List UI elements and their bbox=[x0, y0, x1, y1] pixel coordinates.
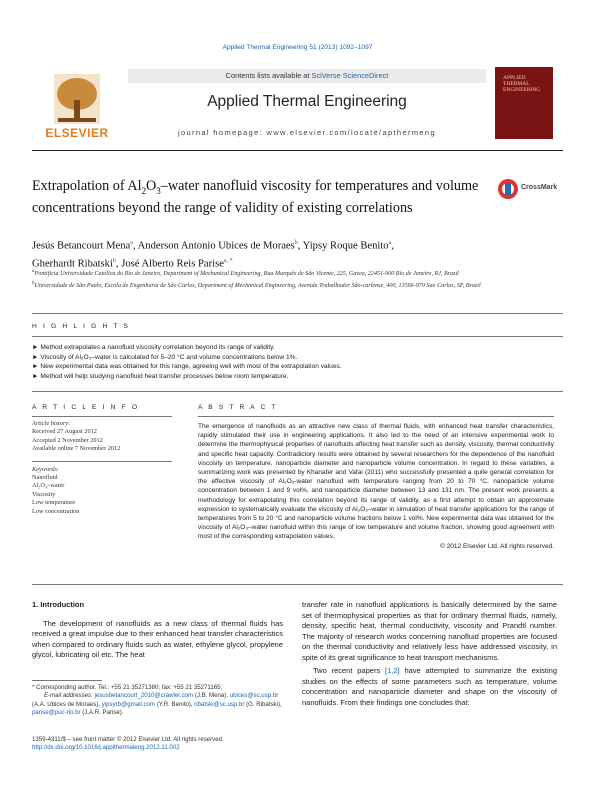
author-sup[interactable]: b bbox=[294, 240, 298, 246]
accepted-date: Accepted 2 November 2012 bbox=[32, 436, 103, 444]
abstract-heading: A B S T R A C T bbox=[198, 404, 278, 411]
affiliations bbox=[32, 267, 563, 290]
highlights-heading: H I G H L I G H T S bbox=[32, 323, 131, 330]
email-name: (J.A.R. Parise). bbox=[80, 709, 124, 717]
author-sup[interactable]: a bbox=[388, 240, 392, 246]
copyright: © 2012 Elsevier Ltd. All rights reserved. bbox=[440, 542, 554, 550]
email-link[interactable]: ribatski@sc.usp.br bbox=[194, 700, 245, 708]
author-name: Jesús Betancourt Mena bbox=[32, 240, 131, 252]
abstract-rule-bottom bbox=[32, 584, 563, 585]
author-sup[interactable]: b bbox=[112, 257, 116, 264]
author-sup[interactable]: a, * bbox=[223, 257, 233, 264]
highlight-item: ► Viscosity of Al₂O₃–water is calculated for 5–20 °C and volume concentrations below 1%. bbox=[32, 353, 298, 361]
footnote-rule bbox=[32, 680, 102, 681]
author-name: , Anderson Antonio Ubices de Moraes bbox=[132, 240, 295, 252]
keyword: Low temperature bbox=[32, 499, 76, 507]
crossmark-label: CrossMark bbox=[521, 184, 558, 191]
affil-sup: a bbox=[32, 268, 35, 274]
sciencedirect-link[interactable]: SciVerse ScienceDirect bbox=[311, 71, 389, 80]
paragraph: The development of nanofluids as a new class of thermal fluids has received a great impulse due to their enhanced heat transfer characteristics when compared to ordinary fluids such as water, ethylene glycol, propylene glycol, lubricating oil etc. The heat bbox=[32, 618, 283, 659]
doi-link[interactable]: http://dx.doi.org/10.1016/j.applthermaleng.2012.11.002 bbox=[32, 744, 180, 752]
authors: Jesús Betancourt Mena$^a$, Anderson Antonio Ubices de Moraes$^b$, Yipsy Roque Benito$^a$, Gherhardt Ribatski$^b$, José Alberto Reis Parise$^{a, *}$ bbox=[32, 240, 394, 270]
highlights-rule bbox=[32, 336, 563, 337]
highlight-item: ► Method will help studying nanofluid heat transfer processes below room temperature. bbox=[32, 372, 289, 380]
highlight-item: ► New experimental data was obtained for this range, agreeing well with most of the extrapolation values. bbox=[32, 363, 342, 370]
body-column-right bbox=[302, 600, 557, 708]
title-sub: 3 bbox=[156, 185, 161, 196]
title-part: Extrapolation of Al bbox=[32, 178, 142, 194]
info-divider bbox=[32, 454, 172, 462]
keyword: Low concentration bbox=[32, 507, 80, 515]
author-sup[interactable]: a bbox=[130, 240, 133, 246]
email-addresses bbox=[32, 692, 283, 717]
highlights-list bbox=[32, 343, 563, 381]
email-name: (G. Ribatski), bbox=[244, 700, 282, 708]
crossmark-icon bbox=[497, 178, 519, 200]
author-name: Gherhardt Ribatski bbox=[32, 258, 113, 270]
keyword: Al₂O₃–water bbox=[32, 482, 65, 490]
history-label: Article history: bbox=[32, 420, 71, 427]
text: have attempted to summarize the existing studies on the effects of some parameters such as temperature, volume concentration and nanoparticle diameter and shape on the viscosity of nanofluids. From their findings one concludes that: bbox=[302, 666, 557, 707]
contents-bar bbox=[128, 69, 486, 83]
email-label: E-mail addresses: bbox=[44, 692, 95, 700]
keyword: Viscosity bbox=[32, 490, 56, 498]
email-link[interactable]: parise@puc-rio.br bbox=[32, 709, 81, 717]
title-sub: 2 bbox=[141, 185, 147, 196]
article-title bbox=[32, 178, 492, 217]
article-info-rule bbox=[32, 416, 172, 417]
introduction-heading: 1. Introduction bbox=[32, 600, 85, 609]
body-column-left bbox=[32, 600, 283, 661]
contents-prefix: Contents lists available at bbox=[225, 71, 312, 80]
paragraph bbox=[302, 666, 557, 708]
affil-sup: b bbox=[32, 279, 35, 286]
text: Two recent papers bbox=[313, 666, 386, 675]
publisher-name: ELSEVIER bbox=[45, 126, 109, 140]
abstract-rule bbox=[198, 416, 554, 417]
email-name: (A.A. Ubices de Moraes), bbox=[32, 700, 102, 708]
crossmark-badge[interactable] bbox=[497, 178, 557, 200]
article-info-heading: A R T I C L E I N F O bbox=[32, 404, 140, 411]
keywords-label: Keywords: bbox=[32, 465, 60, 473]
email-link[interactable]: ubices@sc.usp.br bbox=[229, 692, 279, 700]
highlights-rule-bottom bbox=[32, 391, 563, 392]
affiliation-b: Universidade de São Paulo, Escola de Engenharia de São Carlos, Department of Mechanical Engineering, Avenida Trabalhador São-carlense, 400, 13566-970 Sao Carlos, SP, Brazil bbox=[34, 282, 481, 289]
received-date: Received 27 August 2012 bbox=[32, 428, 97, 436]
highlight-item: ► Method extrapolates a nanofluid viscosity correlation beyond its range of validity. bbox=[32, 344, 275, 351]
paragraph: transfer rate in nanofluid applications is basically determined by the same set of thermophysical properties as that for ordinary thermal fluids, namely, density, specific heat, thermal conductivity, viscosity and Prandtl number. The majority of research works concerning nanofluid properties are focused on the thermal conductivity and relatively less have addressed viscosity, in spite of its great significance to heat transport mechanisms. bbox=[302, 600, 557, 662]
author-name: , José Alberto Reis Parise bbox=[115, 258, 224, 270]
author-name: , Yipsy Roque Benito bbox=[297, 240, 389, 252]
abstract-body: The emergence of nanofluids as an attractive new class of thermal fluids, with enhanced heat transfer characteristics, rapidly stimulated their use in engineering applications. It also led to the need of an intensive experimental work to determine the thermophysical properties of nanofluids affecting heat transfer such as density, viscosity, thermal conductivity and specific heat capacity. Contradictory results were obtained by several researchers for the dependence of the nanofluid viscosity on temperature, nanoparticle diameter and nanoparticle volume concentration. In regard to these variables, a summarizing work was presented by Khanafer and Vafai (2011) who successfully presented a quite general correlation for the effective viscosity of Al₂O₃-water nanofluid with temperature ranging from 20 to 70 °C, nanoparticle volume concentration between 1 and 9 vol%, and nanoparticle diameter between 13 and 131 nm. The present work presents a methodology for extrapolating this correlation beyond its range of validity, as a first attempt to obtain an approximate expression to systematically evaluate the viscosity of Al₂O₃–water in simulation of heat transfer applications for the range of temperatures from 5 to 20 °C and nanoparticle volume fractions below 1 vol%. New experimental data was obtained for the viscosity of Al₂O₃–water nanofluid within this range of low temperature and volume fraction, showing good agreement with most of the corresponding extrapolation values. bbox=[198, 423, 554, 541]
title-part: –water nanofluid viscosity for temperatures and volume concentrations beyond the range of validity of existing correlations bbox=[32, 178, 479, 216]
journal-title: Applied Thermal Engineering bbox=[207, 93, 407, 110]
highlights-rule-top bbox=[32, 313, 563, 314]
title-part: O bbox=[146, 178, 157, 194]
cover-title: APPLIED THERMAL ENGINEERING bbox=[503, 75, 541, 93]
affiliation-a: Pontifícia Universidade Católica do Rio de Janeiro, Department of Mechanical Engineering, Rua Marquês de São Vicente, 225, Gavea, 22451-900 Rio de Janeiro, RJ, Brazil bbox=[34, 271, 459, 278]
journal-cover-image bbox=[495, 67, 553, 139]
issn-line: 1359-4311/$ – see front matter © 2012 Elsevier Ltd. All rights reserved. bbox=[32, 736, 224, 743]
abstract bbox=[198, 422, 554, 551]
citation-link[interactable]: [1,2] bbox=[385, 666, 400, 675]
footer bbox=[32, 736, 332, 753]
header-rule bbox=[32, 150, 563, 151]
journal-reference[interactable]: Applied Thermal Engineering 51 (2013) 1092–1097 bbox=[222, 44, 373, 51]
keyword: Nanofluid bbox=[32, 474, 58, 482]
corresponding-author: * Corresponding author. Tel.: +55 21 35271380; fax: +55 21 35271165. bbox=[32, 684, 223, 691]
email-link[interactable]: yipsyrb@gmail.com bbox=[101, 700, 156, 708]
email-name: (Y.R. Benito), bbox=[155, 700, 195, 708]
email-link[interactable]: jesusbetancourt_2010@crawler.com bbox=[94, 692, 194, 700]
footnote bbox=[32, 684, 283, 718]
journal-homepage[interactable]: journal homepage: www.elsevier.com/locate/apthermeng bbox=[178, 128, 436, 137]
email-name: (J.B. Mena), bbox=[193, 692, 230, 700]
online-date: Available online 7 November 2012 bbox=[32, 445, 121, 453]
article-info bbox=[32, 420, 172, 516]
